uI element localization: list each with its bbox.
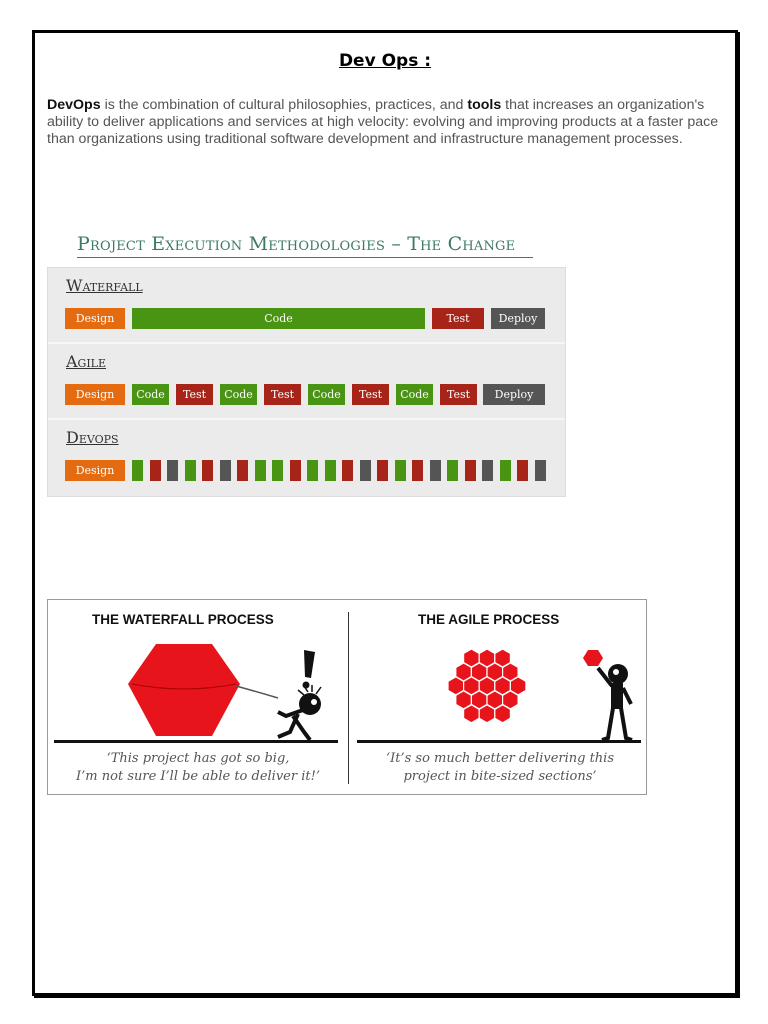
agile-row [48,344,565,420]
devops-code-block [447,460,458,481]
intro-text-2: that increases an organization's ability to deliver applications and services at high velocity: evolving and improving products at a faster pace than organizations using traditional software development and infrastructure management processes. [47,97,719,147]
devops-test-block [237,460,248,481]
devops-row [48,420,565,496]
devops-test-block [377,460,388,481]
devops-code-block [500,460,511,481]
waterfall-blocks [65,308,547,330]
devops-design-block: Design [65,460,125,481]
agile-quote-line-1: ‘It’s so much better delivering this [385,751,615,766]
devops-test-block [342,460,353,481]
waterfall-quote-line-1: ‘This project has got so big, [106,751,290,766]
small-hexagon-icon [479,705,495,723]
agile-test-block-6: Test [352,384,389,405]
agile-design-block-0: Design [65,384,125,405]
devops-code-block [255,460,266,481]
devops-deploy-block [220,460,231,481]
devops-code-block [307,460,318,481]
agile-deploy-block-9: Deploy [483,384,545,405]
devops-deploy-block [430,460,441,481]
waterfall-test-block: Test [432,308,484,329]
agile-code-block-5: Code [308,384,345,405]
methodologies-title: Project Execution Methodologies – The Change [77,233,516,255]
page-frame [32,30,738,996]
waterfall-quote [68,750,328,786]
agile-code-block-7: Code [396,384,433,405]
devops-deploy-block [167,460,178,481]
waterfall-ground-line [54,740,338,743]
agile-test-block-2: Test [176,384,213,405]
agile-quote [370,750,630,786]
process-divider [348,612,349,784]
intro-text-1: is the combination of cultural philosophies, practices, and [100,97,468,113]
exclamation-icon [303,650,316,689]
intro-paragraph [47,97,723,148]
devops-code-block [395,460,406,481]
devops-label: Devops [66,428,119,447]
agile-quote-line-2: project in bite-sized sections’ [403,769,597,784]
waterfall-deploy-block: Deploy [491,308,545,329]
waterfall-quote-line-2: I’m not sure I’ll be able to deliver it!’ [76,769,320,784]
methodologies-panel [47,267,566,497]
small-hexagon-icon [495,705,511,723]
waterfall-process-heading: THE WATERFALL PROCESS [92,612,274,627]
agile-process-heading: THE AGILE PROCESS [418,612,560,627]
agile-test-block-8: Test [440,384,477,405]
devops-test-block [517,460,528,481]
held-hexagon-icon [583,650,603,666]
pushing-figure-icon [278,685,321,740]
devops-code-block [185,460,196,481]
devops-deploy-block [360,460,371,481]
devops-test-block [202,460,213,481]
agile-test-block-4: Test [264,384,301,405]
agile-ground-line [357,740,641,743]
agile-code-block-1: Code [132,384,169,405]
big-hexagon-icon [128,644,240,736]
devops-term: DevOps [47,97,101,113]
methodologies-title-rule [77,257,533,258]
devops-deploy-block [535,460,546,481]
devops-code-block [325,460,336,481]
small-hexagon-icon [464,705,480,723]
devops-test-block [412,460,423,481]
devops-test-block [465,460,476,481]
devops-code-block [132,460,143,481]
waterfall-label: Waterfall [66,276,143,295]
agile-label: Agile [66,352,107,371]
waterfall-row [48,268,565,344]
waterfall-code-block: Code [132,308,425,329]
small-hexagons-illustration [438,648,638,742]
devops-code-block [272,460,283,481]
devops-test-block [150,460,161,481]
standing-figure-icon [598,664,632,740]
tools-term: tools [467,97,502,113]
agile-blocks [65,384,547,406]
process-comparison-figure [47,599,647,795]
devops-test-block [290,460,301,481]
document-title: Dev Ops : [338,51,432,71]
agile-code-block-3: Code [220,384,257,405]
devops-deploy-block [482,460,493,481]
big-hexagon-illustration [128,640,338,742]
methodologies-figure [47,233,567,497]
hexagon-cluster-icon [448,649,526,723]
waterfall-design-block: Design [65,308,125,329]
devops-blocks [65,460,547,482]
